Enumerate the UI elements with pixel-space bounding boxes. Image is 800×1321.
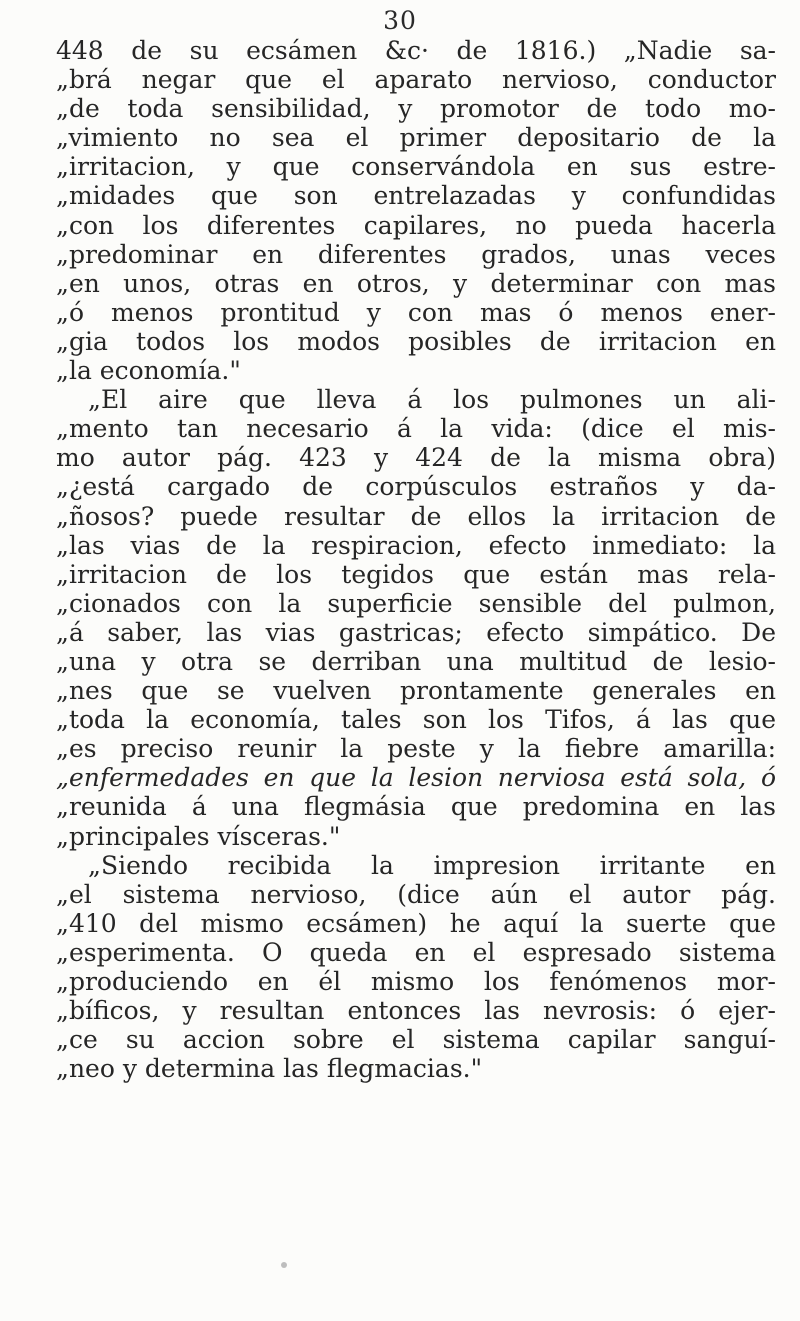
text-line: „predominar en diferentes grados, unas veces — [56, 239, 776, 269]
page-number: 30 — [383, 6, 417, 35]
text-line: mo autor pág. 423 y 424 de la misma obra) — [56, 443, 776, 473]
text-line: „cionados con la superficie sensible del pulmon, — [56, 588, 776, 618]
text-line: „toda la economía, tales son los Tifos, á las que — [56, 705, 776, 735]
text-line: „reunida á una flegmásia que predomina en las — [56, 792, 776, 822]
text-line: „á saber, las vias gastricas; efecto simpático. De — [56, 617, 776, 647]
text-line: „ce su accion sobre el sistema capilar sanguí- — [56, 1025, 776, 1055]
text-line: „principales vísceras." — [56, 821, 341, 851]
text-line: „irritacion de los tegidos que están mas rela- — [56, 559, 776, 589]
text-line: „brá negar que el aparato nervioso, conductor — [56, 65, 776, 95]
text-line: „irritacion, y que conservándola en sus estre- — [56, 152, 776, 182]
text-line: „ñosos? puede resultar de ellos la irritacion de — [56, 501, 776, 531]
text-line: „las vias de la respiracion, efecto inmediato: la — [56, 530, 776, 560]
text-line: „en unos, otras en otros, y determinar con mas — [56, 268, 776, 298]
text-line: „neo y determina las flegmacias." — [56, 1054, 483, 1084]
text-line: „nes que se vuelven prontamente generales en — [56, 676, 776, 706]
ink-speck — [281, 1262, 287, 1268]
text-line: „con los diferentes capilares, no pueda hacerla — [56, 210, 776, 240]
text-line: „Siendo recibida la impresion irritante en — [88, 850, 776, 880]
text-line: „El aire que lleva á los pulmones un ali- — [88, 385, 776, 415]
text-line: „bíficos, y resultan entonces las nevrosis: ó ejer- — [56, 996, 776, 1026]
text-line: „gia todos los modos posibles de irritacion en — [56, 326, 776, 356]
text-line: „mento tan necesario á la vida: (dice el mis- — [56, 414, 776, 444]
text-line: „es preciso reunir la peste y la fiebre amarilla: — [56, 734, 776, 764]
text-line: „el sistema nervioso, (dice aún el autor pág. — [56, 879, 776, 909]
text-line: „410 del mismo ecsámen) he aquí la suerte que — [56, 908, 776, 938]
text-line: „¿está cargado de corpúsculos estraños y da- — [56, 472, 776, 502]
text-line: „produciendo en él mismo los fenómenos mor- — [56, 967, 776, 996]
text-line: „vimiento no sea el primer depositario de la — [56, 123, 776, 153]
text-line: „midades que son entrelazadas y confundidas — [56, 181, 776, 211]
text-line: 448 de su ecsámen &c· de 1816.) „Nadie sa- — [56, 36, 776, 65]
text-line-italic: „enfermedades en que la lesion nerviosa está sola, ó — [56, 763, 776, 793]
text-line: „esperimenta. O queda en el espresado sistema — [56, 937, 776, 967]
text-line: „la economía." — [56, 356, 241, 386]
body-text — [56, 36, 776, 1083]
text-line: „de toda sensibilidad, y promotor de todo mo- — [56, 94, 776, 124]
text-line: „ó menos prontitud y con mas ó menos ener- — [56, 297, 776, 327]
text-line: „una y otra se derriban una multitud de lesio- — [56, 646, 776, 676]
